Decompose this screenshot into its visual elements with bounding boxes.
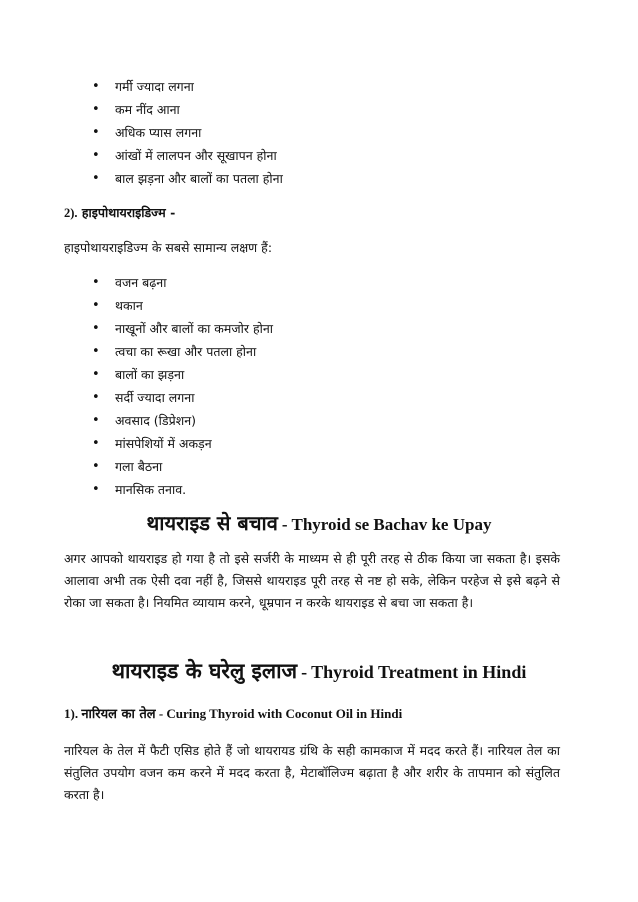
bullet-icon: • [92,436,100,451]
bullet-icon: • [92,148,100,163]
bullet-icon: • [92,79,100,94]
remedy-1-heading [64,704,402,722]
heading-hindi: थायराइड के घरेलु इलाज [111,659,298,683]
heading-separator: - [281,515,288,534]
prevention-paragraph: अगर आपको थायराइड हो गया है तो इसे सर्जरी के माध्यम से ही पूरी तरह से ठीक किया जा सकता है। इसके आलावा अभी तक ऐसी दवा नहीं है, जिससे थायराइड पूरी तरह से नष्ट हो सके, लेकिन परहेज से इसे बढ़ने से रोका जा सकता है। नियमित व्यायाम करने, धूम्रपान न करके थायराइड से बचा जा सकता है। [64,551,560,610]
remedy-title-english: - Curing Thyroid with Coconut Oil in Hindi [158,706,403,721]
bullet-icon: • [92,321,100,336]
heading-english: Thyroid Treatment in Hindi [311,662,527,682]
bullet-icon: • [92,275,100,290]
remedy-title-hindi: नारियल का तेल [81,707,156,722]
prevention-heading [0,508,638,538]
remedy-number: 1). [64,706,79,721]
bullet-icon: • [92,390,100,405]
section-2-intro: हाइपोथायराइडिज्म के सबसे सामान्य लक्षण हैं: [64,240,273,255]
bullet-icon: • [92,344,100,359]
document-page: • गर्मी ज्यादा लगना • कम नींद आना • अधिक प्यास लगना • आंखों में लालपन और सूखापन होना • बाल झड़ना और बालों का पतला होना 2). हाइपोथायराइडिज्म - हाइपोथायराइडिज्म के सबसे सामान्य लक्षण हैं: • वजन बढ़ना • थकान • नाखूनों और बालों का कमजोर होना • त्वचा का रूखा और पतला होना • बालों का झड़ना • सर्दी ज्यादा लगना • अवसाद (डिप्रेशन) • मांसपेशियों में अकड़न • गला बैठना • मानसिक तनाव. थायराइड से बचाव - Thyroid se Bachav ke Upay अगर आपको थायराइड हो गया है तो इसे सर्जरी के माध्यम से ही पूरी तरह से ठीक किया जा सकता है। इसके आलावा अभी तक ऐसी दवा नहीं है, जिससे थायराइड पूरी तरह से नष्ट हो सके, लेकिन परहेज से इसे बढ़ने से रोका जा सकता है। नियमित व्यायाम करने, धूम्रपान न करके थायराइड से बचा जा सकता है। थायराइड के घरेलु इलाज - Thyroid Treatment in Hindi 1). नारियल का तेल - Curing Thyroid with Coconut Oil in Hindi नारियल के तेल में फैटी एसिड होते हैं जो थायरायड ग्रंथि के सही कामकाज में मदद करते हैं। नारियल तेल का संतुलित उपयोग वजन कम करने में मदद करता है, मेटाबॉलिज्म बढ़ाता है और शरीर के तापमान को संतुलित करता है। [0,0,638,902]
bullet-icon: • [92,413,100,428]
bullet-icon: • [92,482,100,497]
bullet-icon: • [92,125,100,140]
heading-separator: - [301,662,308,682]
remedy-1-paragraph: नारियल के तेल में फैटी एसिड होते हैं जो थायरायड ग्रंथि के सही कामकाज में मदद करते हैं। नारियल तेल का संतुलित उपयोग वजन कम करने में मदद करता है, मेटाबॉलिज्म बढ़ाता है और शरीर के तापमान को संतुलित करता है। [64,743,560,802]
section-2-heading [64,204,175,221]
bullet-icon: • [92,102,100,117]
bullet-icon: • [92,367,100,382]
bullet-icon: • [92,171,100,186]
bullet-icon: • [92,459,100,474]
treatment-heading [0,655,638,687]
bullet-icon: • [92,298,100,313]
section-number: 2). [64,206,78,220]
heading-english: Thyroid se Bachav ke Upay [291,515,492,534]
heading-hindi: थायराइड से बचाव [146,511,278,535]
section-title: हाइपोथायराइडिज्म - [81,205,176,220]
